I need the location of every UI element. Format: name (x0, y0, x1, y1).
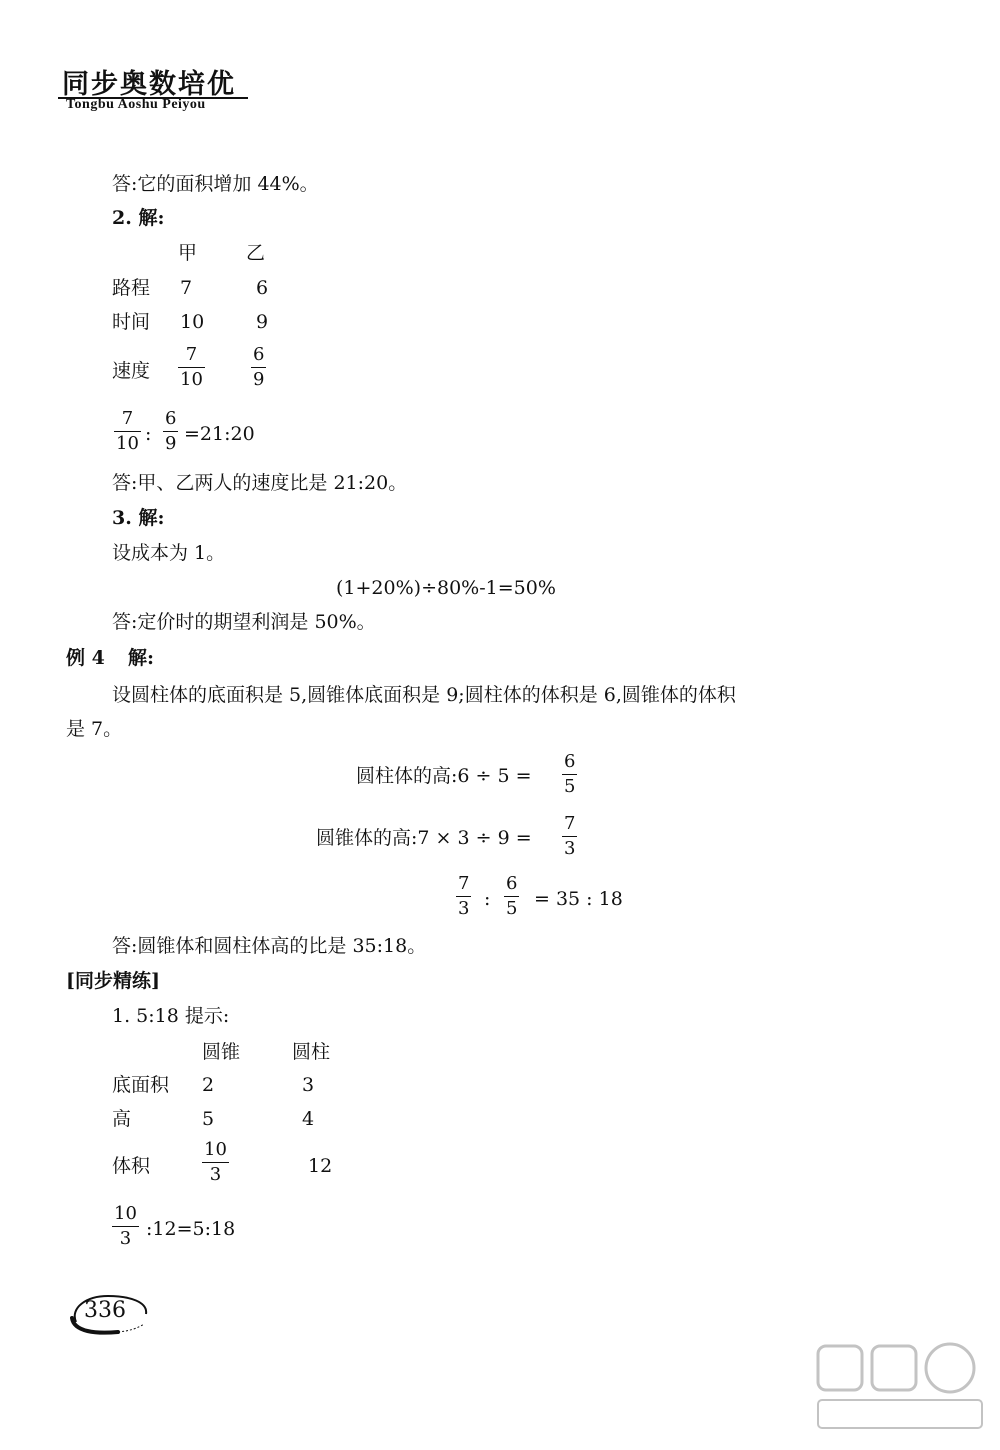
fraction-eq3-2 (504, 874, 519, 919)
numerator: 7 (185, 344, 198, 365)
q2-speed-label: 速度 (112, 360, 151, 382)
numerator: 6 (253, 344, 265, 365)
numerator: 7 (564, 813, 576, 834)
answer-area: 答:它的面积增加 44%。 (112, 173, 319, 195)
book-subtitle: Tongbu Aoshu Peiyou (66, 97, 206, 112)
practice-heading: [同步精练] (66, 970, 160, 992)
denominator: 5 (506, 898, 518, 919)
watermark-logo (810, 1338, 990, 1438)
q2-eq-rest: =21:20 (184, 423, 255, 445)
practice-row-b: 4 (302, 1108, 315, 1130)
q2-row-a: 7 (180, 277, 193, 299)
practice-volume-b: 12 (308, 1155, 333, 1177)
fraction-eq3-1 (456, 874, 471, 919)
ex4-eq2-text: 圆锥体的高:7 × 3 ÷ 9 = (316, 827, 532, 849)
numerator: 10 (114, 1203, 137, 1224)
q3-answer: 答:定价时的期望利润是 50%。 (112, 611, 376, 633)
practice-row-a: 5 (202, 1108, 215, 1130)
q2-answer: 答:甲、乙两人的速度比是 21:20。 (112, 472, 408, 494)
fraction-speed-b (251, 345, 266, 390)
fraction-eq-2 (163, 409, 178, 454)
q2-col-b: 乙 (246, 242, 266, 264)
fraction-cylinder-height (562, 752, 577, 797)
denominator: 3 (458, 898, 470, 919)
denominator: 3 (564, 838, 576, 859)
practice-col-a: 圆锥 (202, 1041, 241, 1063)
practice-col-b: 圆柱 (292, 1041, 331, 1063)
ex4-setup-line1: 设圆柱体的底面积是 5,圆锥体底面积是 9;圆柱体的体积是 6,圆锥体的体积 (112, 684, 736, 706)
practice-row-label: 底面积 (112, 1074, 170, 1096)
numerator: 10 (204, 1139, 227, 1160)
q2-col-a: 甲 (178, 242, 198, 264)
book-title: 同步奥数培优 (62, 69, 236, 100)
numerator: 6 (506, 873, 518, 894)
denominator: 10 (180, 369, 203, 390)
fraction-eq-1 (114, 409, 141, 454)
numerator: 7 (458, 873, 470, 894)
denominator: 3 (119, 1228, 132, 1249)
q2-row-label: 时间 (112, 311, 151, 333)
numerator: 7 (121, 408, 134, 429)
numerator: 6 (165, 408, 177, 429)
ratio-sign: : (484, 888, 491, 910)
ex4-eq1-text: 圆柱体的高:6 ÷ 5 = (356, 765, 532, 787)
fraction-practice-eq (112, 1204, 139, 1249)
denominator: 10 (116, 433, 139, 454)
q2-row-label: 路程 (112, 277, 151, 299)
denominator: 5 (564, 776, 576, 797)
q2-row-b: 9 (256, 311, 269, 333)
numerator: 6 (564, 751, 576, 772)
q3-label: 3. 解: (112, 507, 165, 529)
practice-volume-label: 体积 (112, 1155, 151, 1177)
q3-equation: (1+20%)÷80%-1=50% (336, 577, 556, 599)
fraction-cone-height (562, 814, 577, 859)
q2-row-a: 10 (180, 311, 205, 333)
fraction-speed-a (178, 345, 205, 390)
ex4-answer: 答:圆锥体和圆柱体高的比是 35:18。 (112, 935, 427, 957)
practice-row-label: 高 (112, 1108, 132, 1130)
practice-item-1: 1. 5:18 提示: (112, 1005, 230, 1027)
denominator: 9 (253, 369, 265, 390)
ratio-sign: : (145, 423, 152, 445)
q2-label: 2. 解: (112, 207, 165, 229)
practice-eq-rest: :12=5:18 (146, 1218, 236, 1240)
example-4-label: 例 4 (66, 647, 105, 669)
fraction-cone-volume (202, 1140, 229, 1185)
page-number: 336 (84, 1298, 126, 1323)
q2-row-b: 6 (256, 277, 269, 299)
ex4-setup-line2: 是 7。 (66, 718, 123, 740)
practice-row-b: 3 (302, 1074, 315, 1096)
denominator: 3 (209, 1164, 222, 1185)
ex4-eq3-rest: = 35 : 18 (534, 888, 623, 910)
practice-row-a: 2 (202, 1074, 215, 1096)
denominator: 9 (165, 433, 177, 454)
q3-setup: 设成本为 1。 (112, 542, 226, 564)
example-4-solution-label: 解: (128, 647, 155, 669)
